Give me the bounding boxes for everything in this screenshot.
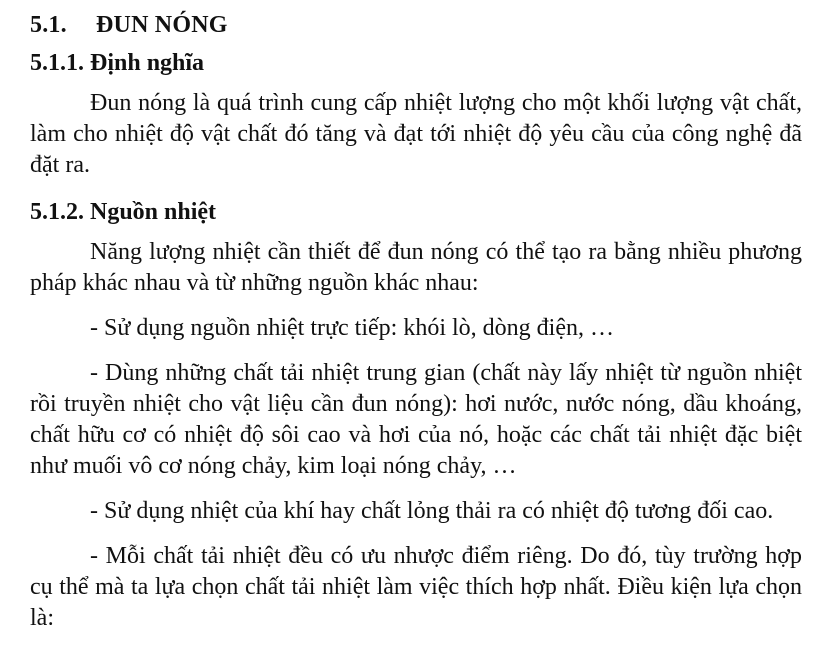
section-number: 5.1. — [30, 12, 67, 38]
list-item-waste-heat: - Sử dụng nhiệt của khí hay chất lỏng thải ra có nhiệt độ tương đối cao. — [90, 498, 774, 524]
subsection-heading-definition: 5.1.1. Định nghĩa — [30, 50, 205, 76]
list-item-carrier-selection: - Mỗi chất tải nhiệt đều có ưu nhược điểm riêng. Do đó, tùy trường hợp cụ thể mà ta lựa chọn chất tải nhiệt làm việc thích hợp nhất. Điều kiện lựa chọn là: — [30, 543, 802, 631]
section-title: ĐUN NÓNG — [96, 12, 228, 38]
subsection-heading-heat-source: 5.1.2. Nguồn nhiệt — [30, 199, 217, 225]
definition-paragraph: Đun nóng là quá trình cung cấp nhiệt lượng cho một khối lượng vật chất, làm cho nhiệt độ vật chất đó tăng và đạt tới nhiệt độ yêu cầu của công nghệ đã đặt ra. — [30, 90, 802, 178]
list-item-direct-source: - Sử dụng nguồn nhiệt trực tiếp: khói lò, dòng điện, … — [90, 315, 614, 341]
heat-source-intro-paragraph: Năng lượng nhiệt cần thiết để đun nóng có thể tạo ra bằng nhiều phương pháp khác nhau và từ những nguồn khác nhau: — [30, 239, 802, 296]
list-item-intermediate-carrier: - Dùng những chất tải nhiệt trung gian (chất này lấy nhiệt từ nguồn nhiệt rồi truyền nhiệt cho vật liệu cần đun nóng): hơi nước, nước nóng, dầu khoáng, chất hữu cơ có nhiệt độ sôi cao và hơi của nó, hoặc các chất tải nhiệt đặc biệt như muối vô cơ nóng chảy, kim loại nóng chảy, … — [30, 360, 802, 479]
section-heading — [30, 6, 802, 44]
document-page — [30, 6, 802, 634]
